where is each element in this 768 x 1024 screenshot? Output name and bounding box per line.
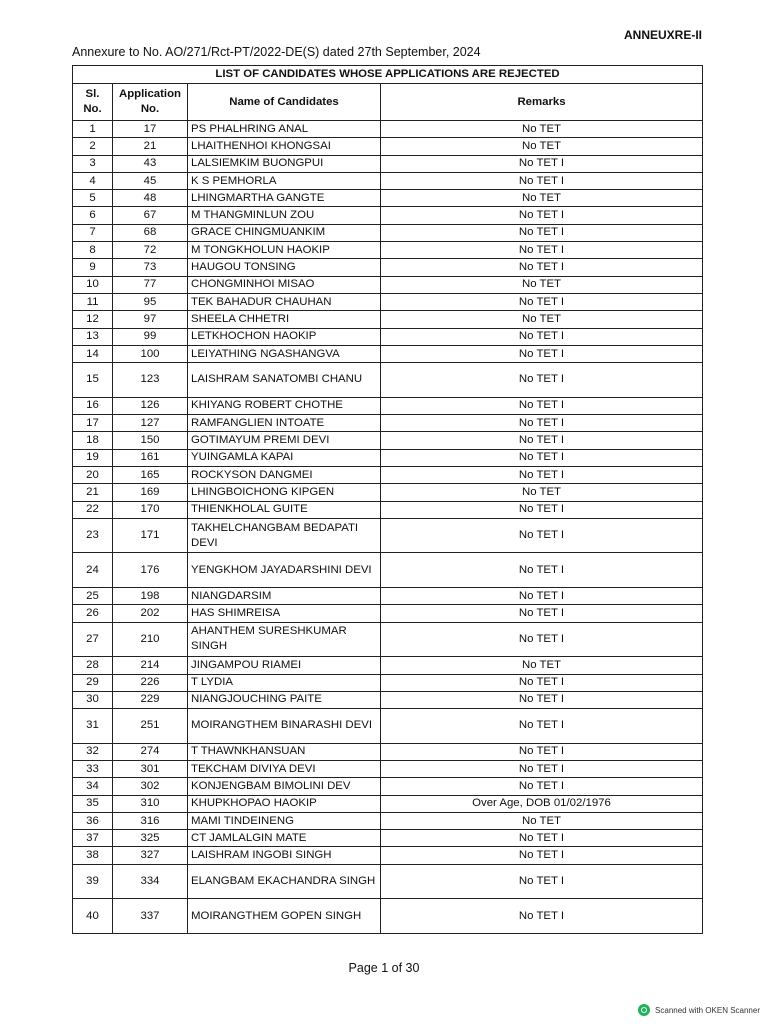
cell-sl-no: 35: [73, 795, 113, 812]
cell-remarks: No TET I: [381, 363, 703, 398]
table-row: [73, 121, 703, 138]
cell-application-no: 126: [113, 397, 188, 414]
cell-remarks: No TET I: [381, 778, 703, 795]
table-row: [73, 657, 703, 674]
cell-candidate-name: CHONGMINHOI MISAO: [188, 276, 381, 293]
cell-application-no: 100: [113, 345, 188, 362]
table-row: [73, 588, 703, 605]
cell-sl-no: 3: [73, 155, 113, 172]
cell-remarks: No TET: [381, 121, 703, 138]
scanner-text: Scanned with OKEN Scanner: [655, 1005, 760, 1015]
cell-candidate-name: PS PHALHRING ANAL: [188, 121, 381, 138]
cell-remarks: No TET I: [381, 691, 703, 708]
table-row: [73, 795, 703, 812]
cell-application-no: 334: [113, 864, 188, 899]
cell-sl-no: 28: [73, 657, 113, 674]
reference-line: Annexure to No. AO/271/Rct-PT/2022-DE(S) dated 27th September, 2024: [72, 45, 481, 59]
cell-application-no: 127: [113, 415, 188, 432]
cell-remarks: No TET: [381, 276, 703, 293]
cell-candidate-name: SHEELA CHHETRI: [188, 311, 381, 328]
table-row: [73, 207, 703, 224]
cell-candidate-name: T LYDIA: [188, 674, 381, 691]
cell-sl-no: 25: [73, 588, 113, 605]
cell-application-no: 202: [113, 605, 188, 622]
cell-remarks: Over Age, DOB 01/02/1976: [381, 795, 703, 812]
cell-remarks: No TET I: [381, 501, 703, 518]
table-row: [73, 242, 703, 259]
table-row: [73, 709, 703, 744]
cell-candidate-name: MAMI TINDEINENG: [188, 812, 381, 829]
cell-remarks: No TET: [381, 190, 703, 207]
cell-sl-no: 8: [73, 242, 113, 259]
header-name: Name of Candidates: [188, 84, 381, 121]
table-row: [73, 622, 703, 657]
cell-application-no: 95: [113, 293, 188, 310]
cell-remarks: No TET I: [381, 415, 703, 432]
cell-sl-no: 5: [73, 190, 113, 207]
cell-application-no: 327: [113, 847, 188, 864]
cell-remarks: No TET I: [381, 553, 703, 588]
cell-remarks: No TET I: [381, 899, 703, 934]
cell-remarks: No TET I: [381, 293, 703, 310]
cell-remarks: No TET I: [381, 172, 703, 189]
cell-candidate-name: LHINGMARTHA GANGTE: [188, 190, 381, 207]
cell-candidate-name: LHAITHENHOI KHONGSAI: [188, 138, 381, 155]
cell-remarks: No TET I: [381, 259, 703, 276]
cell-application-no: 229: [113, 691, 188, 708]
table-row: [73, 812, 703, 829]
cell-candidate-name: T THAWNKHANSUAN: [188, 743, 381, 760]
cell-candidate-name: TEK BAHADUR CHAUHAN: [188, 293, 381, 310]
cell-remarks: No TET I: [381, 466, 703, 483]
table-row: [73, 363, 703, 398]
table-row: [73, 778, 703, 795]
cell-application-no: 77: [113, 276, 188, 293]
header-remarks: Remarks: [381, 84, 703, 121]
table-row: [73, 760, 703, 777]
cell-application-no: 161: [113, 449, 188, 466]
cell-remarks: No TET I: [381, 224, 703, 241]
cell-sl-no: 18: [73, 432, 113, 449]
cell-sl-no: 11: [73, 293, 113, 310]
cell-application-no: 165: [113, 466, 188, 483]
cell-candidate-name: TAKHELCHANGBAM BEDAPATI DEVI: [188, 518, 381, 553]
cell-remarks: No TET I: [381, 242, 703, 259]
cell-sl-no: 30: [73, 691, 113, 708]
page-number: Page 1 of 30: [348, 961, 420, 975]
cell-sl-no: 38: [73, 847, 113, 864]
table-row: [73, 501, 703, 518]
cell-candidate-name: RAMFANGLIEN INTOATE: [188, 415, 381, 432]
table-row: [73, 190, 703, 207]
cell-sl-no: 39: [73, 864, 113, 899]
cell-candidate-name: HAUGOU TONSING: [188, 259, 381, 276]
cell-sl-no: 13: [73, 328, 113, 345]
table-row: [73, 449, 703, 466]
cell-candidate-name: LEIYATHING NGASHANGVA: [188, 345, 381, 362]
table-row: [73, 847, 703, 864]
cell-application-no: 67: [113, 207, 188, 224]
cell-remarks: No TET I: [381, 432, 703, 449]
cell-sl-no: 10: [73, 276, 113, 293]
cell-remarks: No TET I: [381, 345, 703, 362]
cell-sl-no: 17: [73, 415, 113, 432]
cell-application-no: 301: [113, 760, 188, 777]
cell-remarks: No TET I: [381, 449, 703, 466]
table-row: [73, 484, 703, 501]
cell-remarks: No TET I: [381, 155, 703, 172]
cell-remarks: No TET I: [381, 605, 703, 622]
cell-sl-no: 26: [73, 605, 113, 622]
table-row: [73, 276, 703, 293]
cell-remarks: No TET I: [381, 518, 703, 553]
cell-candidate-name: LALSIEMKIM BUONGPUI: [188, 155, 381, 172]
cell-candidate-name: KHIYANG ROBERT CHOTHE: [188, 397, 381, 414]
cell-sl-no: 19: [73, 449, 113, 466]
cell-application-no: 48: [113, 190, 188, 207]
cell-remarks: No TET I: [381, 830, 703, 847]
table-row: [73, 864, 703, 899]
cell-candidate-name: LAISHRAM SANATOMBI CHANU: [188, 363, 381, 398]
cell-sl-no: 4: [73, 172, 113, 189]
table-row: [73, 293, 703, 310]
cell-remarks: No TET: [381, 311, 703, 328]
cell-candidate-name: K S PEMHORLA: [188, 172, 381, 189]
cell-remarks: No TET I: [381, 397, 703, 414]
cell-sl-no: 9: [73, 259, 113, 276]
cell-candidate-name: M THANGMINLUN ZOU: [188, 207, 381, 224]
cell-application-no: 176: [113, 553, 188, 588]
cell-candidate-name: THIENKHOLAL GUITE: [188, 501, 381, 518]
cell-sl-no: 36: [73, 812, 113, 829]
cell-application-no: 316: [113, 812, 188, 829]
cell-candidate-name: NIANGJOUCHING PAITE: [188, 691, 381, 708]
cell-sl-no: 12: [73, 311, 113, 328]
table-row: [73, 397, 703, 414]
header-sl-no: Sl. No.: [73, 84, 113, 121]
table-row: [73, 518, 703, 553]
cell-sl-no: 14: [73, 345, 113, 362]
cell-sl-no: 32: [73, 743, 113, 760]
cell-sl-no: 23: [73, 518, 113, 553]
table-row: [73, 899, 703, 934]
cell-remarks: No TET: [381, 484, 703, 501]
scanner-logo-icon: [638, 1004, 650, 1016]
cell-application-no: 198: [113, 588, 188, 605]
cell-application-no: 226: [113, 674, 188, 691]
cell-application-no: 97: [113, 311, 188, 328]
cell-sl-no: 29: [73, 674, 113, 691]
cell-candidate-name: MOIRANGTHEM GOPEN SINGH: [188, 899, 381, 934]
cell-application-no: 99: [113, 328, 188, 345]
cell-candidate-name: ROCKYSON DANGMEI: [188, 466, 381, 483]
cell-sl-no: 7: [73, 224, 113, 241]
cell-sl-no: 24: [73, 553, 113, 588]
table-row: [73, 553, 703, 588]
cell-sl-no: 20: [73, 466, 113, 483]
table-row: [73, 674, 703, 691]
cell-candidate-name: GOTIMAYUM PREMI DEVI: [188, 432, 381, 449]
table-row: [73, 259, 703, 276]
cell-sl-no: 15: [73, 363, 113, 398]
cell-candidate-name: LAISHRAM INGOBI SINGH: [188, 847, 381, 864]
cell-candidate-name: LETKHOCHON HAOKIP: [188, 328, 381, 345]
cell-candidate-name: TEKCHAM DIVIYA DEVI: [188, 760, 381, 777]
cell-remarks: No TET I: [381, 760, 703, 777]
cell-application-no: 310: [113, 795, 188, 812]
cell-sl-no: 34: [73, 778, 113, 795]
cell-candidate-name: GRACE CHINGMUANKIM: [188, 224, 381, 241]
cell-application-no: 68: [113, 224, 188, 241]
cell-remarks: No TET I: [381, 588, 703, 605]
cell-application-no: 43: [113, 155, 188, 172]
cell-candidate-name: NIANGDARSIM: [188, 588, 381, 605]
cell-sl-no: 31: [73, 709, 113, 744]
table-row: [73, 328, 703, 345]
cell-application-no: 302: [113, 778, 188, 795]
table-row: [73, 415, 703, 432]
cell-application-no: 123: [113, 363, 188, 398]
cell-remarks: No TET I: [381, 743, 703, 760]
cell-application-no: 210: [113, 622, 188, 657]
cell-application-no: 45: [113, 172, 188, 189]
cell-remarks: No TET: [381, 812, 703, 829]
table-row: [73, 743, 703, 760]
cell-sl-no: 2: [73, 138, 113, 155]
cell-sl-no: 27: [73, 622, 113, 657]
cell-candidate-name: CT JAMLALGIN MATE: [188, 830, 381, 847]
cell-remarks: No TET: [381, 138, 703, 155]
table-row: [73, 224, 703, 241]
scanner-watermark: [638, 1004, 760, 1016]
cell-sl-no: 40: [73, 899, 113, 934]
table-row: [73, 155, 703, 172]
rejected-candidates-table: [72, 65, 703, 934]
cell-candidate-name: MOIRANGTHEM BINARASHI DEVI: [188, 709, 381, 744]
cell-sl-no: 16: [73, 397, 113, 414]
cell-sl-no: 21: [73, 484, 113, 501]
cell-candidate-name: YENGKHOM JAYADARSHINI DEVI: [188, 553, 381, 588]
cell-application-no: 170: [113, 501, 188, 518]
cell-application-no: 73: [113, 259, 188, 276]
table-body: [73, 121, 703, 934]
cell-sl-no: 37: [73, 830, 113, 847]
table-row: [73, 138, 703, 155]
cell-application-no: 150: [113, 432, 188, 449]
table-row: [73, 691, 703, 708]
cell-application-no: 251: [113, 709, 188, 744]
cell-application-no: 274: [113, 743, 188, 760]
table-row: [73, 432, 703, 449]
cell-remarks: No TET: [381, 657, 703, 674]
cell-application-no: 72: [113, 242, 188, 259]
cell-candidate-name: JINGAMPOU RIAMEI: [188, 657, 381, 674]
table-title: LIST OF CANDIDATES WHOSE APPLICATIONS ARE REJECTED: [73, 66, 703, 84]
header-application-no: Application No.: [113, 84, 188, 121]
cell-sl-no: 1: [73, 121, 113, 138]
cell-candidate-name: KONJENGBAM BIMOLINI DEV: [188, 778, 381, 795]
cell-candidate-name: ELANGBAM EKACHANDRA SINGH: [188, 864, 381, 899]
cell-sl-no: 33: [73, 760, 113, 777]
cell-candidate-name: KHUPKHOPAO HAOKIP: [188, 795, 381, 812]
cell-remarks: No TET I: [381, 674, 703, 691]
cell-remarks: No TET I: [381, 328, 703, 345]
table-row: [73, 830, 703, 847]
cell-candidate-name: M TONGKHOLUN HAOKIP: [188, 242, 381, 259]
cell-application-no: 21: [113, 138, 188, 155]
cell-remarks: No TET I: [381, 847, 703, 864]
cell-application-no: 17: [113, 121, 188, 138]
cell-application-no: 171: [113, 518, 188, 553]
table-row: [73, 466, 703, 483]
cell-remarks: No TET I: [381, 622, 703, 657]
annexure-tag: ANNEUXRE-II: [623, 28, 702, 42]
cell-candidate-name: HAS SHIMREISA: [188, 605, 381, 622]
cell-remarks: No TET I: [381, 864, 703, 899]
cell-candidate-name: YUINGAMLA KAPAI: [188, 449, 381, 466]
cell-application-no: 325: [113, 830, 188, 847]
table-row: [73, 172, 703, 189]
cell-application-no: 337: [113, 899, 188, 934]
cell-remarks: No TET I: [381, 207, 703, 224]
table-row: [73, 311, 703, 328]
cell-application-no: 169: [113, 484, 188, 501]
cell-remarks: No TET I: [381, 709, 703, 744]
cell-sl-no: 6: [73, 207, 113, 224]
table-row: [73, 345, 703, 362]
cell-sl-no: 22: [73, 501, 113, 518]
cell-candidate-name: AHANTHEM SURESHKUMAR SINGH: [188, 622, 381, 657]
cell-candidate-name: LHINGBOICHONG KIPGEN: [188, 484, 381, 501]
cell-application-no: 214: [113, 657, 188, 674]
table-row: [73, 605, 703, 622]
